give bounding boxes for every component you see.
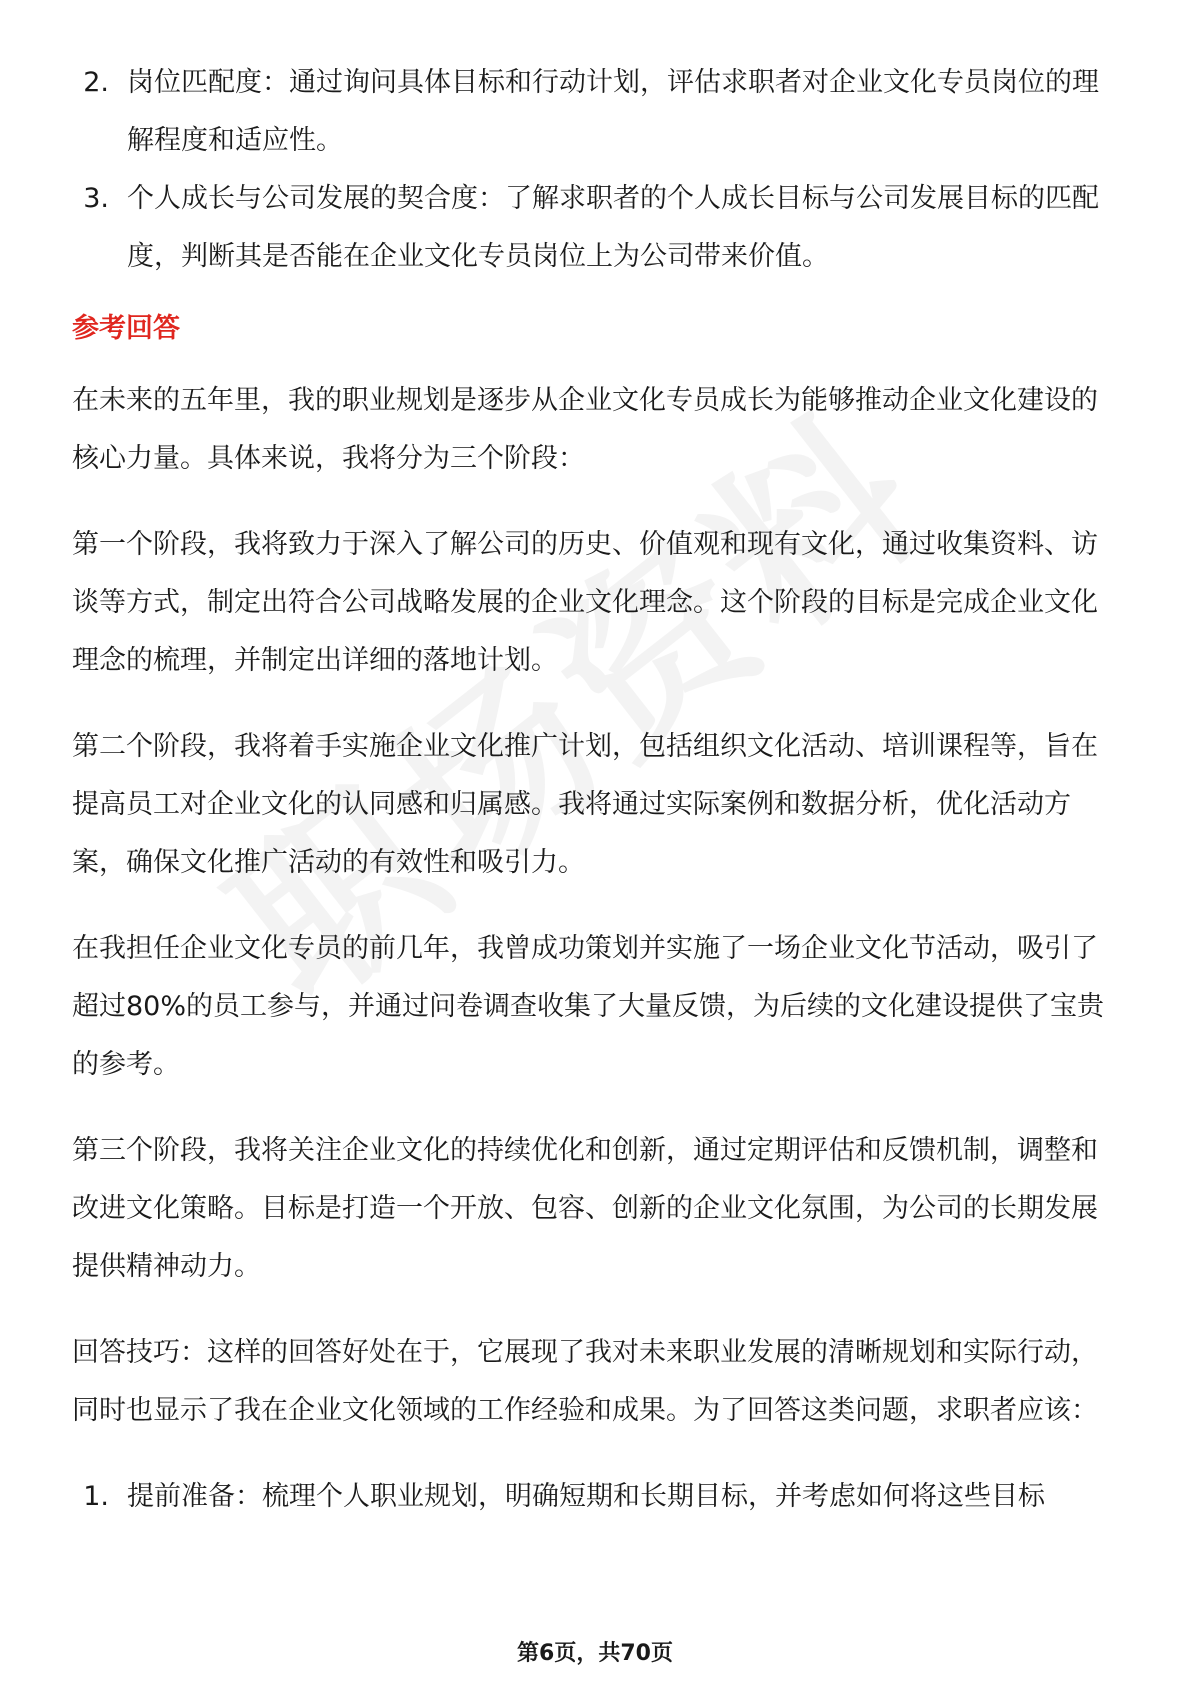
list-number: 3. (83, 183, 109, 214)
paragraph: 第一个阶段，我将致力于深入了解公司的历史、价值观和现有文化，通过收集资料、访谈等方式，制定出符合公司战略发展的企业文化理念。这个阶段的目标是完成企业文化理念的梳理，并制定出详细的落地计划。 (72, 529, 1098, 676)
list-item (72, 1468, 1122, 1526)
page-footer: 第6页，共70页 (517, 1641, 673, 1666)
list-number: 1. (83, 1481, 109, 1512)
paragraph: 回答技巧：这样的回答好处在于，它展现了我对未来职业发展的清晰规划和实际行动，同时也显示了我在企业文化领域的工作经验和成果。为了回答这类问题，求职者应该： (72, 1337, 1098, 1426)
paragraph: 第三个阶段，我将关注企业文化的持续优化和创新，通过定期评估和反馈机制，调整和改进文化策略。目标是打造一个开放、包容、创新的企业文化氛围，为公司的长期发展提供精神动力。 (72, 1135, 1098, 1282)
paragraph: 在未来的五年里，我的职业规划是逐步从企业文化专员成长为能够推动企业文化建设的核心力量。具体来说，我将分为三个阶段： (72, 385, 1098, 474)
list-text: 提前准备：梳理个人职业规划，明确短期和长期目标，并考虑如何将这些目标 (127, 1481, 1045, 1512)
list-text: 岗位匹配度：通过询问具体目标和行动计划，评估求职者对企业文化专员岗位的理解程度和适应性。 (127, 67, 1099, 156)
list-text: 个人成长与公司发展的契合度：了解求职者的个人成长目标与公司发展目标的匹配度，判断其是否能在企业文化专员岗位上为公司带来价值。 (127, 183, 1099, 272)
list-item (72, 170, 1122, 286)
document-body (72, 54, 1122, 1526)
list-number: 2. (83, 67, 109, 98)
section-title: 参考回答 (72, 313, 180, 344)
paragraph: 在我担任企业文化专员的前几年，我曾成功策划并实施了一场企业文化节活动，吸引了超过80%的员工参与，并通过问卷调查收集了大量反馈，为后续的文化建设提供了宝贵的参考。 (72, 933, 1105, 1080)
list-item (72, 54, 1122, 170)
paragraph: 第二个阶段，我将着手实施企业文化推广计划，包括组织文化活动、培训课程等，旨在提高员工对企业文化的认同感和归属感。我将通过实际案例和数据分析，优化活动方案，确保文化推广活动的有效性和吸引力。 (72, 731, 1098, 878)
